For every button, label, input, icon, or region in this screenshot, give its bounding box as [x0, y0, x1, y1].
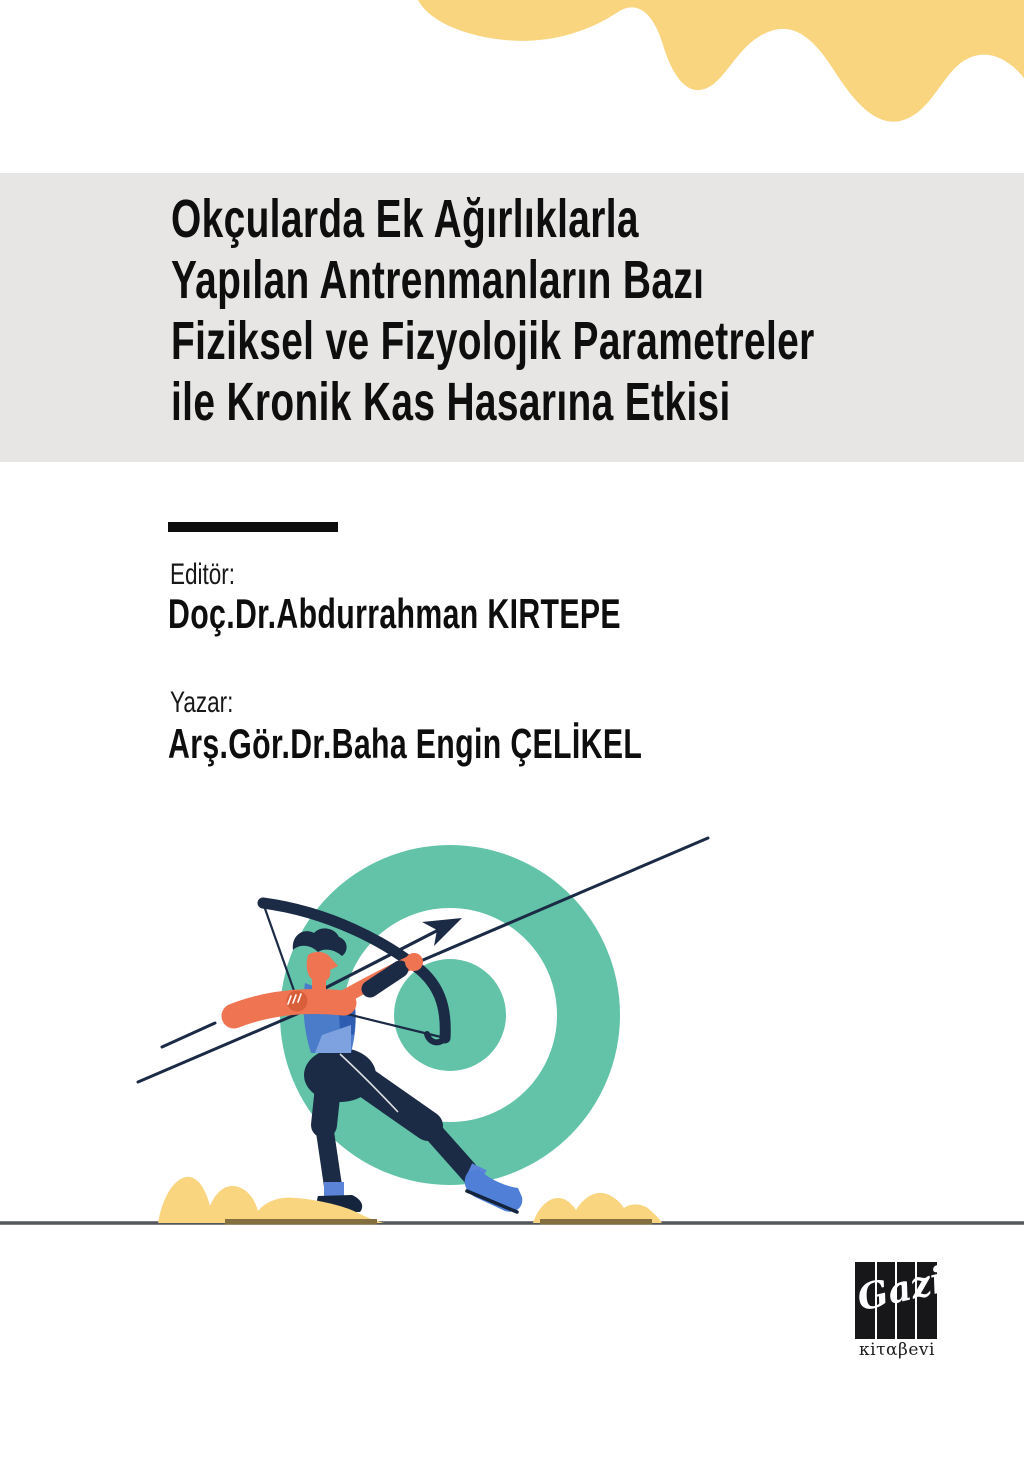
title-line-3: Fiziksel ve Fizyolojik Parametreler	[171, 311, 815, 371]
editor-label: Editör:	[170, 558, 236, 591]
title-line-1: Okçularda Ek Ağırlıklarla	[171, 189, 639, 249]
book-title	[171, 189, 1024, 433]
author-label: Yazar:	[170, 686, 234, 719]
bow-hand	[405, 953, 423, 971]
yellow-blob-top	[418, 0, 1024, 122]
title-line-4: ile Kronik Kas Hasarına Etkisi	[171, 372, 731, 432]
author-name: Arş.Gör.Dr.Baha Engin ÇELİKEL	[168, 720, 643, 767]
yellow-blob-ground	[158, 1177, 662, 1225]
logo-script-text: Gazi	[853, 1258, 949, 1320]
logo-wordmark: κiταβevi	[859, 1340, 935, 1360]
divider-rule	[168, 522, 338, 532]
gazi-kitabevi-logo	[853, 1258, 949, 1362]
title-line-2: Yapılan Antrenmanların Bazı	[171, 250, 705, 310]
editor-name: Doç.Dr.Abdurrahman KIRTEPE	[168, 590, 621, 637]
